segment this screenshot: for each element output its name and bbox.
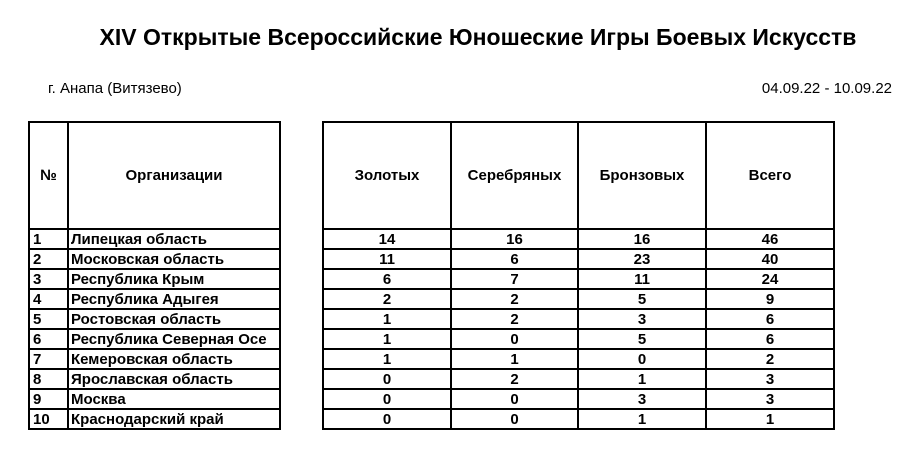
organization-name: Московская область <box>68 249 280 269</box>
table-row <box>323 309 834 329</box>
gold-count: 11 <box>323 249 451 269</box>
organization-name: Кемеровская область <box>68 349 280 369</box>
table-row <box>29 229 280 249</box>
total-count: 3 <box>706 369 834 389</box>
table-row <box>29 329 280 349</box>
table-row <box>29 389 280 409</box>
row-number: 8 <box>29 369 68 389</box>
table-row <box>323 249 834 269</box>
silver-count: 2 <box>451 289 578 309</box>
bronze-count: 5 <box>578 329 706 349</box>
total-count: 40 <box>706 249 834 269</box>
organization-name: Республика Крым <box>68 269 280 289</box>
row-number: 6 <box>29 329 68 349</box>
total-count: 9 <box>706 289 834 309</box>
table-row <box>29 349 280 369</box>
silver-count: 0 <box>451 409 578 429</box>
column-header-number: № <box>29 122 68 229</box>
table-row <box>323 269 834 289</box>
organization-name: Ярославская область <box>68 369 280 389</box>
table-row <box>323 349 834 369</box>
table-row <box>323 229 834 249</box>
event-dates: 04.09.22 - 10.09.22 <box>761 80 892 97</box>
column-header-total: Всего <box>706 122 834 229</box>
organization-name: Республика Адыгея <box>68 289 280 309</box>
silver-count: 7 <box>451 269 578 289</box>
organizations-table <box>28 121 281 430</box>
total-count: 46 <box>706 229 834 249</box>
row-number: 2 <box>29 249 68 269</box>
gold-count: 1 <box>323 309 451 329</box>
row-number: 1 <box>29 229 68 249</box>
organization-name: Ростовская область <box>68 309 280 329</box>
table-row <box>29 369 280 389</box>
table-row <box>323 409 834 429</box>
total-count: 2 <box>706 349 834 369</box>
bronze-count: 23 <box>578 249 706 269</box>
bronze-count: 3 <box>578 389 706 409</box>
column-header-organization: Организации <box>68 122 280 229</box>
gold-count: 14 <box>323 229 451 249</box>
header-row <box>29 122 280 229</box>
gold-count: 0 <box>323 409 451 429</box>
bronze-count: 16 <box>578 229 706 249</box>
row-number: 4 <box>29 289 68 309</box>
column-header-bronze: Бронзовых <box>578 122 706 229</box>
gold-count: 0 <box>323 369 451 389</box>
column-header-gold: Золотых <box>323 122 451 229</box>
row-number: 10 <box>29 409 68 429</box>
total-count: 6 <box>706 329 834 349</box>
row-number: 3 <box>29 269 68 289</box>
bronze-count: 1 <box>578 409 706 429</box>
silver-count: 16 <box>451 229 578 249</box>
row-number: 7 <box>29 349 68 369</box>
table-row <box>29 289 280 309</box>
table-row <box>29 409 280 429</box>
table-row <box>29 249 280 269</box>
silver-count: 6 <box>451 249 578 269</box>
table-row <box>29 269 280 289</box>
silver-count: 2 <box>451 369 578 389</box>
organization-name: Республика Северная Осе <box>68 329 280 349</box>
silver-count: 2 <box>451 309 578 329</box>
bronze-count: 5 <box>578 289 706 309</box>
table-row <box>323 329 834 349</box>
bronze-count: 11 <box>578 269 706 289</box>
silver-count: 0 <box>451 329 578 349</box>
silver-count: 0 <box>451 389 578 409</box>
table-row <box>29 309 280 329</box>
silver-count: 1 <box>451 349 578 369</box>
gold-count: 2 <box>323 289 451 309</box>
total-count: 1 <box>706 409 834 429</box>
column-header-silver: Серебряных <box>451 122 578 229</box>
header-row <box>323 122 834 229</box>
table-row <box>323 389 834 409</box>
gold-count: 1 <box>323 349 451 369</box>
organization-name: Москва <box>68 389 280 409</box>
gold-count: 1 <box>323 329 451 349</box>
gold-count: 6 <box>323 269 451 289</box>
table-row <box>323 289 834 309</box>
organization-name: Липецкая область <box>68 229 280 249</box>
bronze-count: 0 <box>578 349 706 369</box>
total-count: 3 <box>706 389 834 409</box>
gold-count: 0 <box>323 389 451 409</box>
event-location: г. Анапа (Витязево) <box>48 80 182 97</box>
page-title: XIV Открытые Всероссийские Юношеские Игры Боевых Искусств <box>99 24 857 50</box>
row-number: 9 <box>29 389 68 409</box>
organization-name: Краснодарский край <box>68 409 280 429</box>
table-row <box>323 369 834 389</box>
total-count: 6 <box>706 309 834 329</box>
bronze-count: 3 <box>578 309 706 329</box>
row-number: 5 <box>29 309 68 329</box>
bronze-count: 1 <box>578 369 706 389</box>
total-count: 24 <box>706 269 834 289</box>
medals-table <box>322 121 835 430</box>
